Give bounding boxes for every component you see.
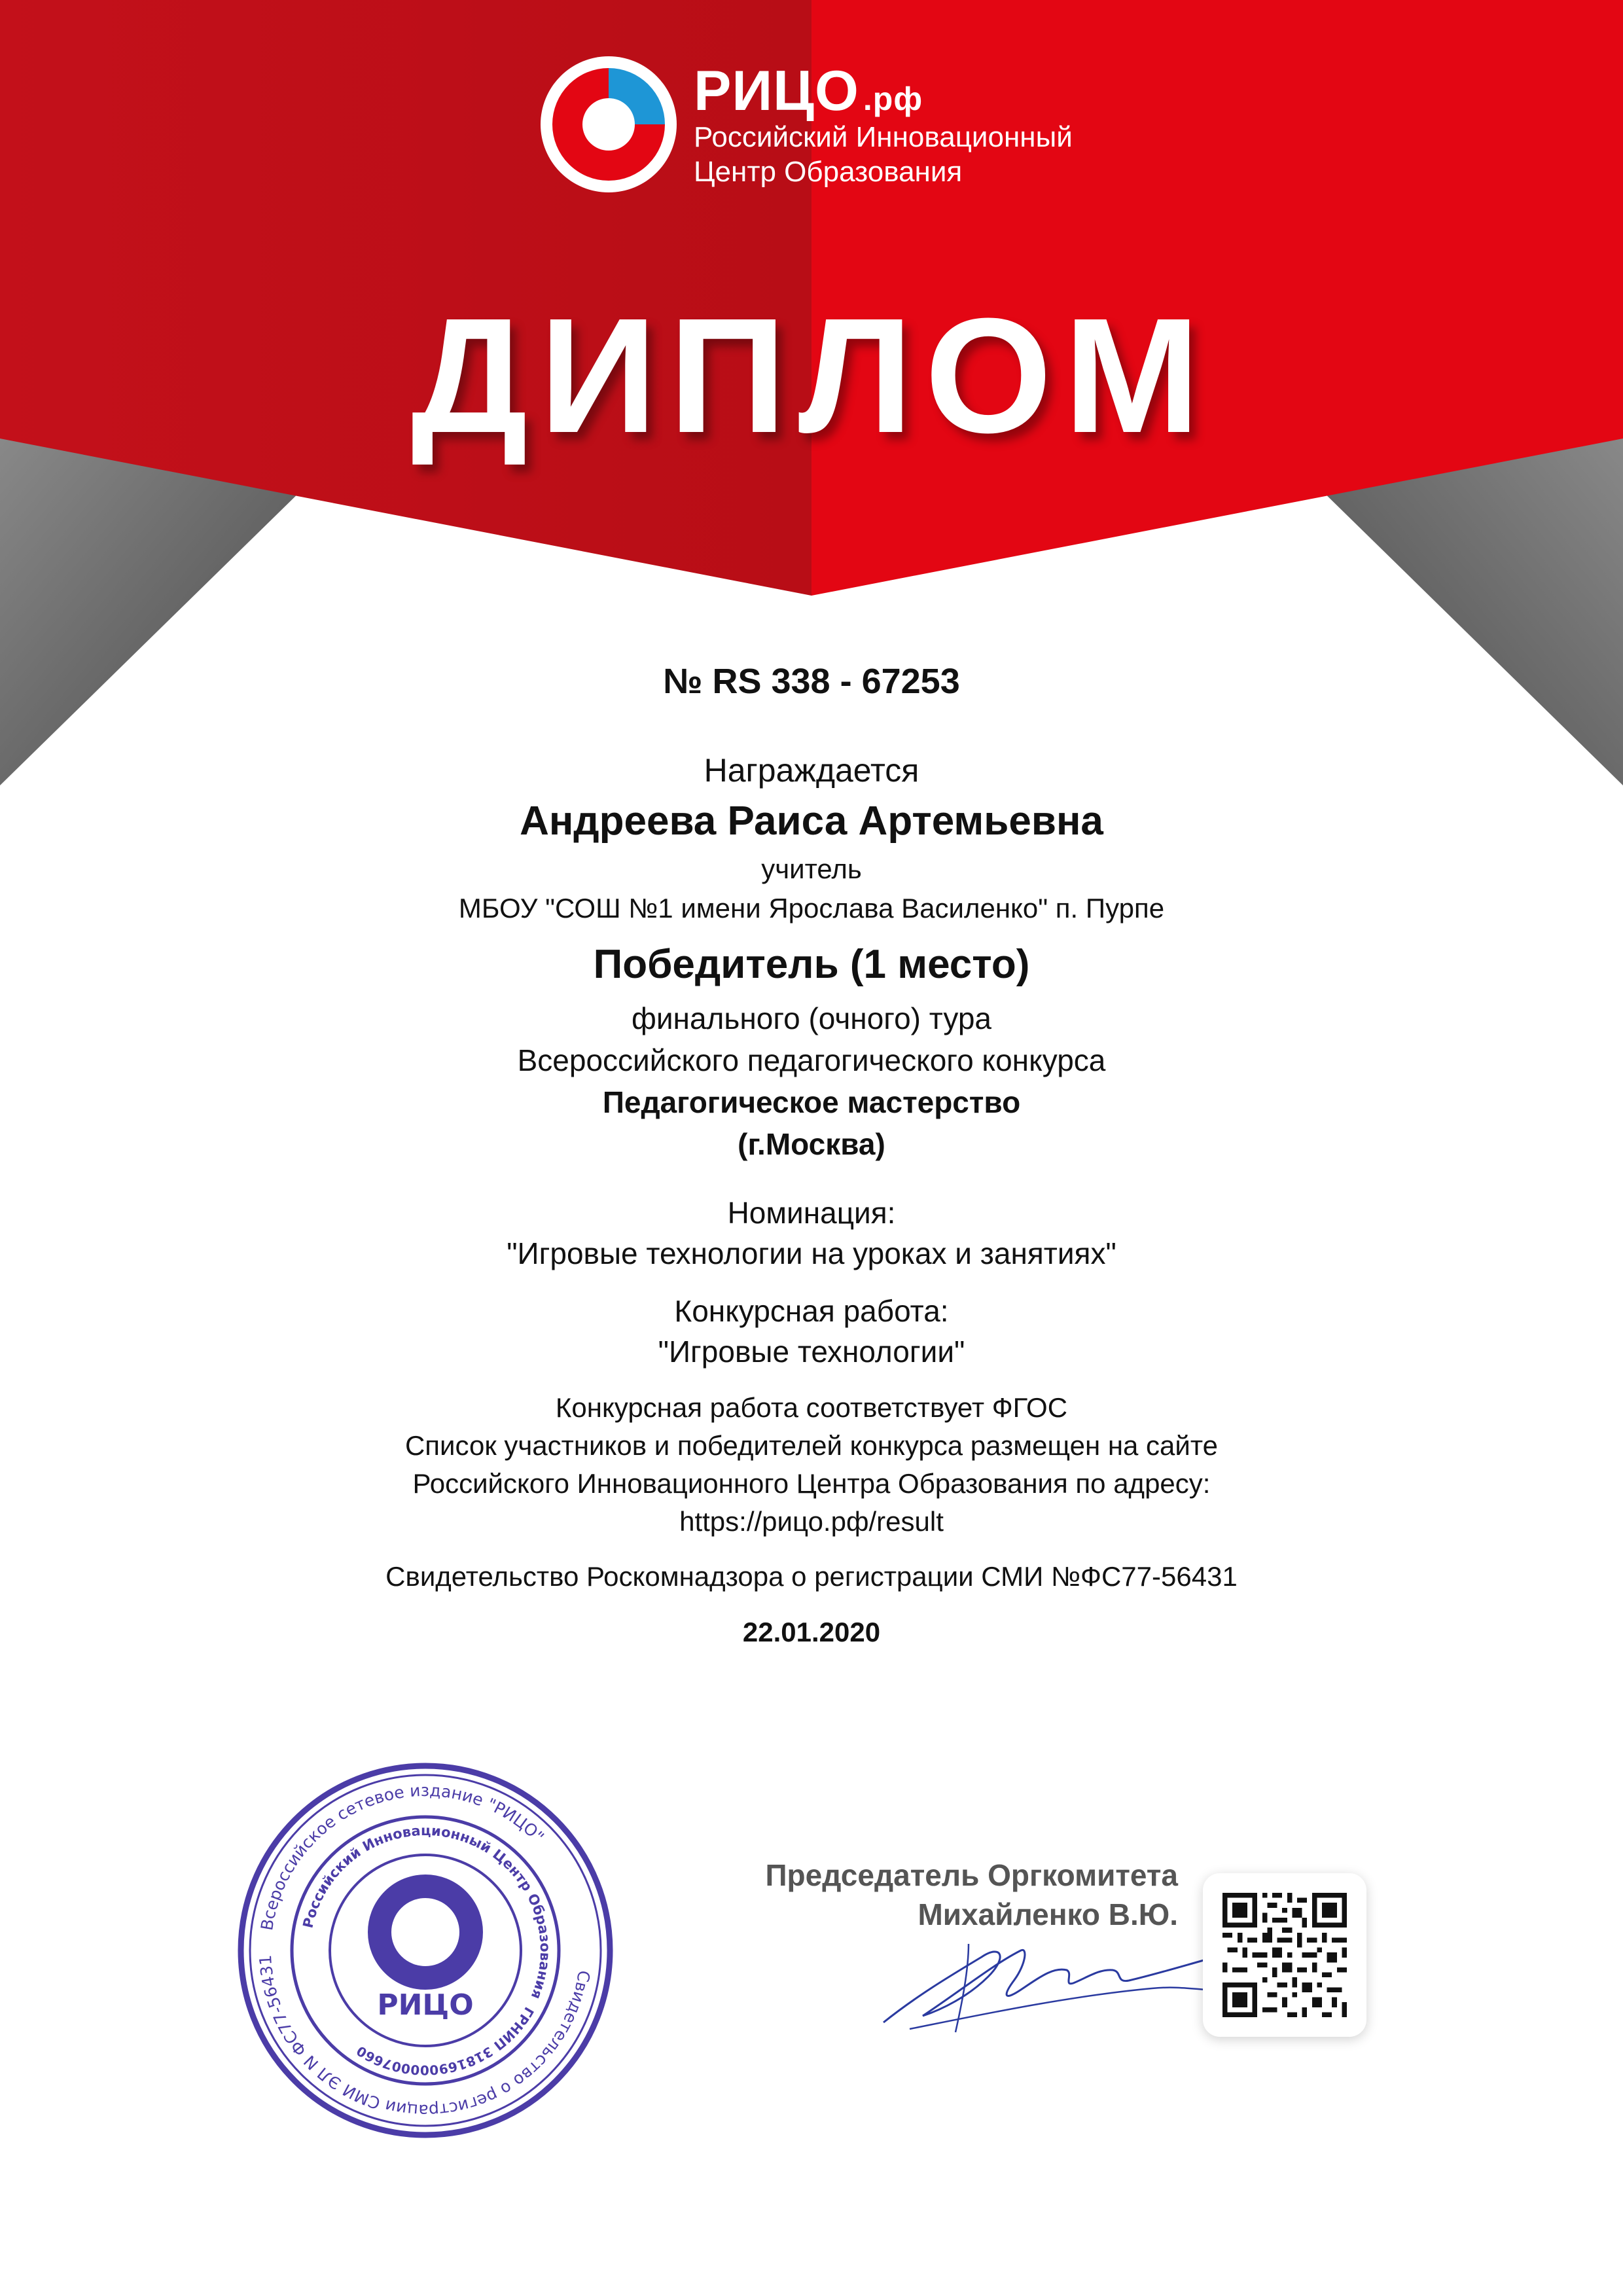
list-note-line2: Российского Инновационного Центра Образования по адресу: [412, 1468, 1211, 1499]
stamp-ring-icon [380, 1886, 471, 1978]
recipient-name: Андреева Раиса Артемьевна [520, 798, 1103, 844]
registration-note: Свидетельство Роскомнадзора о регистрации СМИ №ФС77-56431 [385, 1561, 1238, 1592]
stamp-inner-text: Российский Инновационный Центр Образования [300, 1822, 554, 2001]
contest-name: Педагогическое мастерство [602, 1085, 1021, 1119]
diploma-content [0, 661, 1623, 1652]
fgos-note: Конкурсная работа соответствует ФГОС [555, 1392, 1068, 1423]
contest-tour: финального (очного) тура [632, 1001, 991, 1035]
diploma-title: ДИПЛОМ [411, 284, 1212, 467]
brand-name: РИЦО .рф [694, 60, 923, 122]
brand-logo [537, 52, 1113, 196]
recipient-role: учитель [761, 853, 862, 884]
contest-city: (г.Москва) [738, 1127, 885, 1161]
qr-code-icon [1222, 1893, 1347, 2017]
work-label: Конкурсная работа: [674, 1294, 949, 1328]
nomination-label: Номинация: [727, 1196, 896, 1230]
stamp-ogrnip-text: ГРНИП 318169000007660 [353, 2004, 537, 2079]
list-note-line1: Список участников и победителей конкурса размещен на сайте [404, 1430, 1219, 1461]
stamp-center-label: РИЦО [377, 1988, 474, 2022]
stamp-outer-text: Всероссийское сетевое издание "РИЦО" [257, 1780, 548, 1932]
awarded-label: Награждается [704, 752, 919, 789]
work-value: "Игровые технологии" [658, 1335, 965, 1369]
award-place: Победитель (1 место) [593, 942, 1030, 987]
brand-subtitle-line1: Российский Инновационный [694, 121, 1073, 153]
diploma-date: 22.01.2020 [742, 1617, 881, 1647]
signature-icon [870, 1918, 1237, 2049]
diploma-number: № RS 338 - 67253 [663, 662, 960, 701]
stamp-license-text: Свидетельство о регистрации СМИ ЭЛ N ФС77-56431 [255, 1954, 594, 2121]
signatory-title: Председатель Оргкомитета [765, 1858, 1178, 1892]
recipient-org: МБОУ "СОШ №1 имени Ярослава Василенко" п. Пурпе [458, 893, 1165, 924]
brand-subtitle-line2: Центр Образования [694, 156, 963, 188]
results-link[interactable]: https://рицо.рф/result [679, 1506, 944, 1537]
official-stamp [236, 1761, 615, 2140]
contest-type: Всероссийского педагогического конкурса [517, 1043, 1106, 1077]
qr-code[interactable] [1203, 1873, 1366, 2037]
nomination-value: "Игровые технологии на уроках и занятиях" [507, 1236, 1116, 1270]
rico-logo-icon [537, 52, 681, 196]
signatory-name: Михайленко В.Ю. [918, 1897, 1178, 1931]
